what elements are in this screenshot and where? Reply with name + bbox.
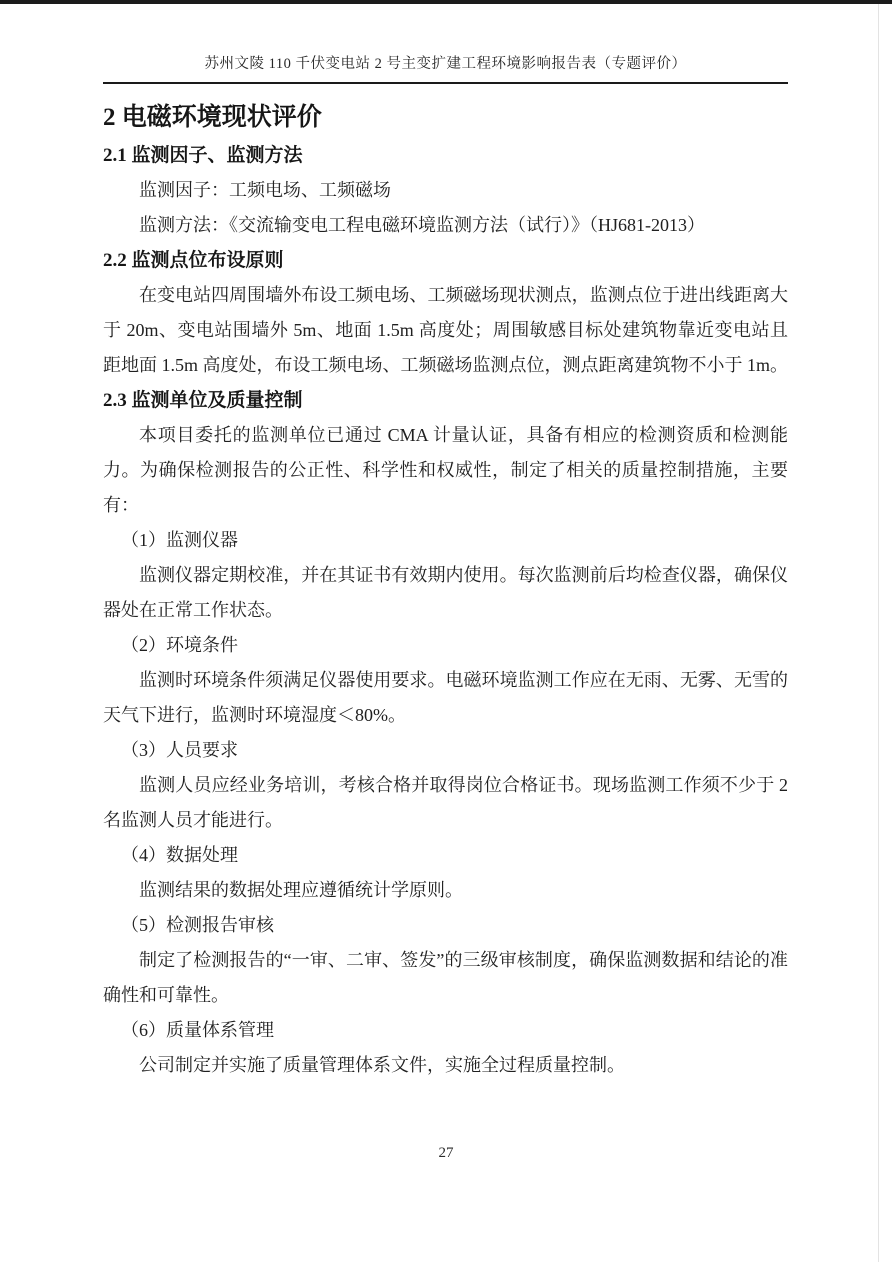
section-heading-2-3: 2.3 监测单位及质量控制 bbox=[103, 390, 303, 411]
qc-item-label-2: （2）环境条件 bbox=[121, 635, 238, 655]
qc-item-text-2: 监测时环境条件须满足仪器使用要求。电磁环境监测工作应在无雨、无雾、无雪的天气下进行，监测时环境湿度＜80%。 bbox=[103, 670, 788, 725]
page-number: 27 bbox=[438, 1145, 454, 1161]
section-heading-2-1: 2.1 监测因子、监测方法 bbox=[103, 145, 303, 166]
paragraph-monitor-method: 监测方法：《交流输变电工程电磁环境监测方法（试行）》（HJ681-2013） bbox=[139, 215, 705, 235]
qc-item-text-1: 监测仪器定期校准，并在其证书有效期内使用。每次监测前后均检查仪器，确保仪器处在正常工作状态。 bbox=[103, 565, 788, 620]
chapter-title: 2 电磁环境现状评价 bbox=[103, 104, 322, 131]
qc-item-text-4: 监测结果的数据处理应遵循统计学原则。 bbox=[139, 880, 463, 900]
paragraph-monitor-factors: 监测因子：工频电场、工频磁场 bbox=[139, 180, 391, 200]
qc-item-label-4: （4）数据处理 bbox=[121, 845, 238, 865]
section-heading-2-2: 2.2 监测点位布设原则 bbox=[103, 250, 284, 271]
running-header: 苏州文陵 110 千伏变电站 2 号主变扩建工程环境影响报告表（专题评价） bbox=[103, 0, 788, 84]
qc-item-text-6: 公司制定并实施了质量管理体系文件，实施全过程质量控制。 bbox=[139, 1055, 625, 1075]
qc-item-text-3: 监测人员应经业务培训，考核合格并取得岗位合格证书。现场监测工作须不少于 2 名监测人员才能进行。 bbox=[103, 775, 788, 830]
qc-item-label-3: （3）人员要求 bbox=[121, 740, 238, 760]
qc-item-text-5: 制定了检测报告的“一审、二审、签发”的三级审核制度，确保监测数据和结论的准确性和可靠性。 bbox=[103, 950, 788, 1005]
paragraph-point-layout: 在变电站四周围墙外布设工频电场、工频磁场现状测点，监测点位于进出线距离大于 20m、变电站围墙外 5m、地面 1.5m 高度处；周围敏感目标处建筑物靠近变电站且距地面 1.5m 高度处，布设工频电场、工频磁场监测点位，测点距离建筑物不小于 1m。 bbox=[103, 285, 788, 375]
qc-item-label-1: （1）监测仪器 bbox=[121, 530, 238, 550]
paragraph-qc-intro: 本项目委托的监测单位已通过 CMA 计量认证，具备有相应的检测资质和检测能力。为确保检测报告的公正性、科学性和权威性，制定了相关的质量控制措施，主要有： bbox=[103, 425, 788, 515]
qc-item-label-6: （6）质量体系管理 bbox=[121, 1020, 274, 1040]
qc-item-label-5: （5）检测报告审核 bbox=[121, 915, 274, 935]
